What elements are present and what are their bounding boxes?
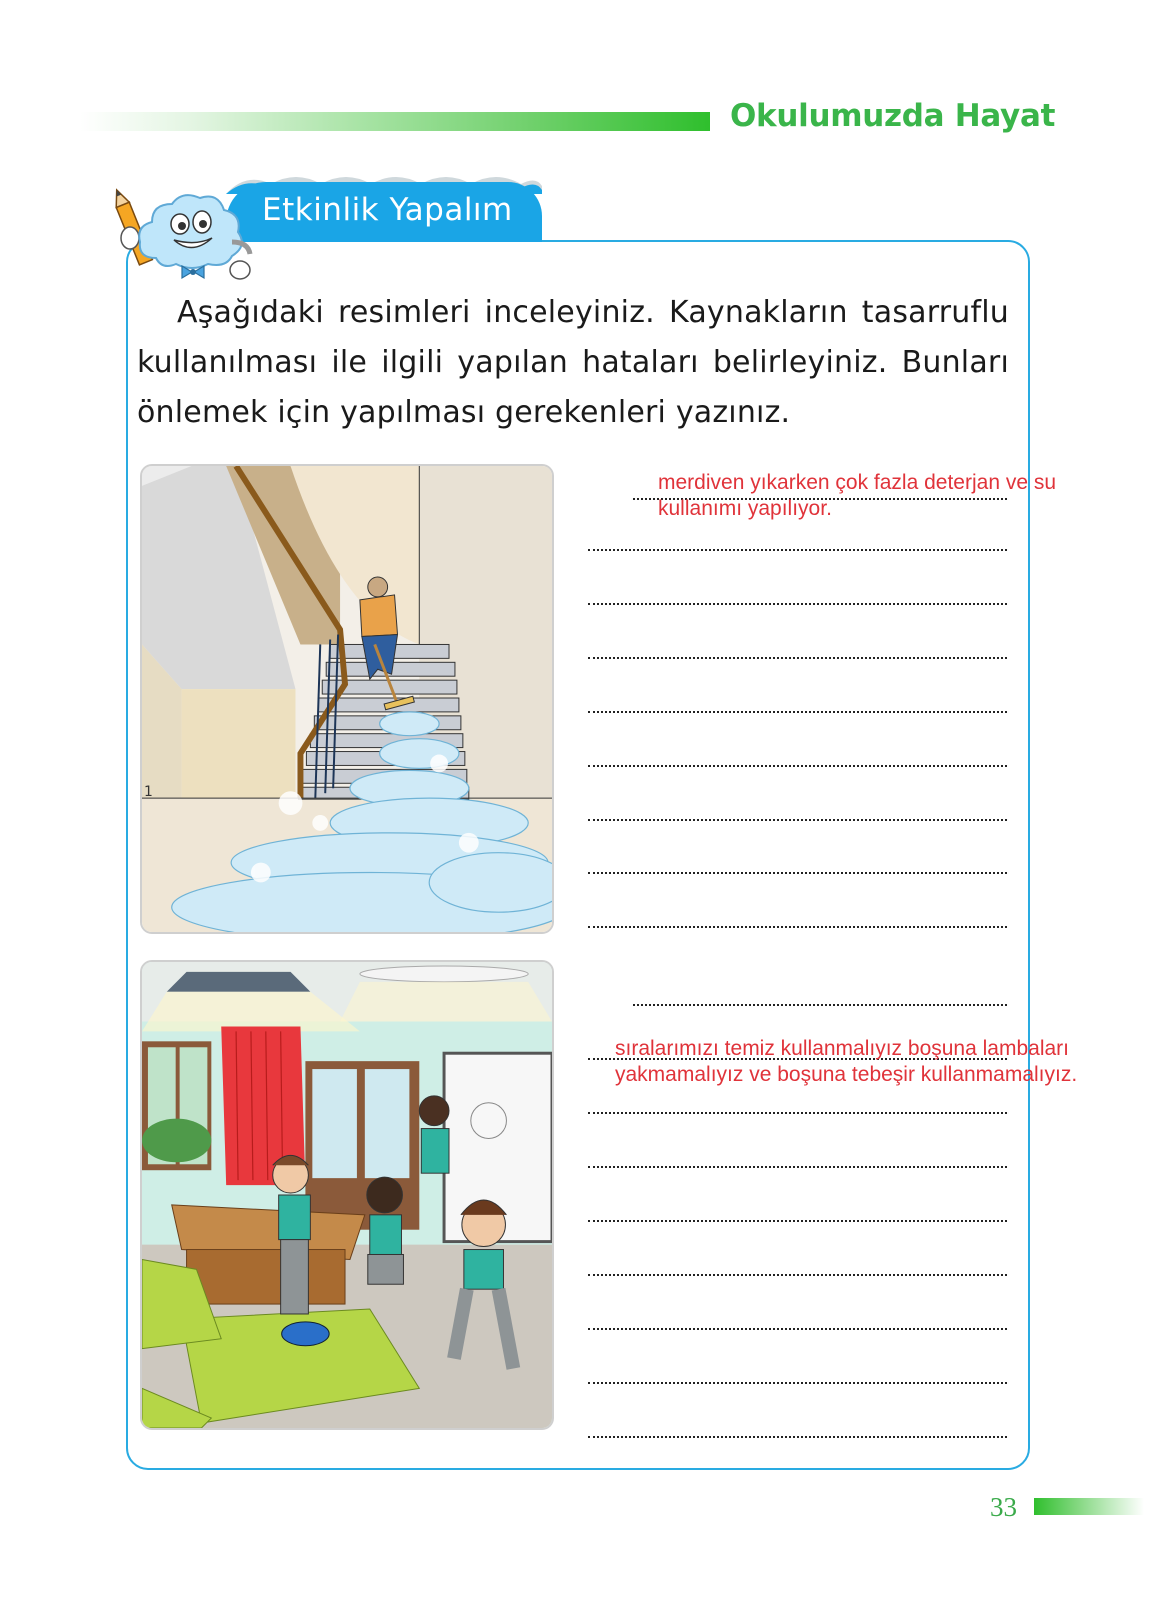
answer-2-line-1: sıralarımızı temiz kullanmalıyız boşuna lambaları [615, 1037, 1069, 1060]
activity-badge-title: Etkinlik Yapalım [262, 192, 513, 228]
answer-line[interactable] [588, 603, 1007, 605]
classroom-lights-on-children-illustration [140, 960, 554, 1430]
answer-2-line-2: yakmamalıyız ve boşuna tebeşir kullanmamalıyız. [615, 1063, 1078, 1086]
answer-line[interactable] [588, 1328, 1007, 1330]
answer-line[interactable] [588, 657, 1007, 659]
answer-line[interactable] [588, 1166, 1007, 1168]
answer-line[interactable] [588, 765, 1007, 767]
answer-line[interactable] [588, 711, 1007, 713]
answer-line[interactable] [588, 1436, 1007, 1438]
answer-line[interactable] [588, 1220, 1007, 1222]
header-gradient-bar [80, 112, 710, 131]
cloud-mascot-with-pencil-icon [108, 180, 258, 285]
answer-line[interactable] [588, 1382, 1007, 1384]
activity-instruction [137, 288, 1009, 438]
handwritten-answer-1[interactable] [658, 470, 1056, 522]
answer-line[interactable] [588, 926, 1007, 928]
footer-gradient-bar [1034, 1498, 1144, 1515]
stairs-washing-foam-illustration [140, 464, 554, 934]
instruction-text: Aşağıdaki resimleri inceleyiniz. Kaynakların tasarruflu kullanılması ile ilgili yapılan hataları belirleyiniz. Bunları önlemek için yapılması gerekenleri yazınız. [137, 295, 1009, 430]
answer-line[interactable] [588, 549, 1007, 551]
answer-line[interactable] [588, 1274, 1007, 1276]
answer-1-line-2: kullanımı yapılıyor. [658, 497, 832, 520]
answer-1-line-1: merdiven yıkarken çok fazla deterjan ve su [658, 471, 1057, 494]
page-number: 33 [990, 1492, 1017, 1522]
answer-line[interactable] [588, 819, 1007, 821]
answer-line[interactable] [588, 1112, 1007, 1114]
image-label: 1 [143, 784, 153, 801]
handwritten-answer-2[interactable] [615, 1036, 1077, 1088]
answer-line[interactable] [633, 1004, 1007, 1006]
unit-title: Okulumuzda Hayat [730, 98, 1056, 134]
answer-line[interactable] [588, 872, 1007, 874]
